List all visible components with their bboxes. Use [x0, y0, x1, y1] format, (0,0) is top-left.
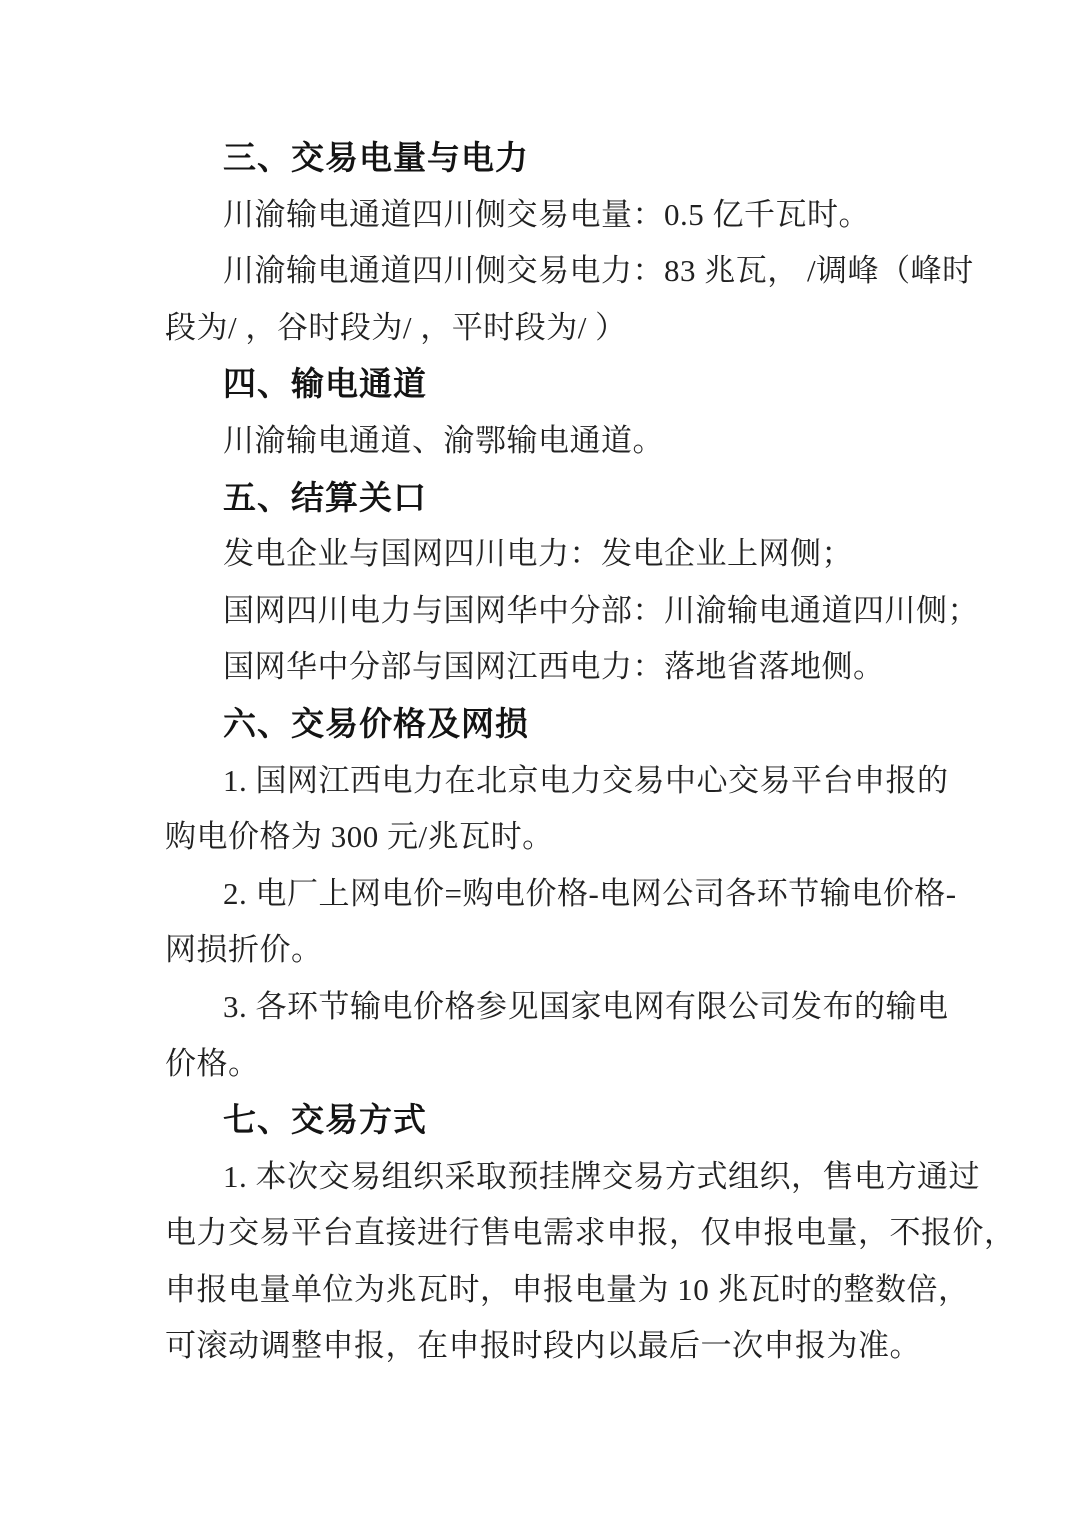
paragraph-line: 2. 电厂上网电价=购电价格-电网公司各环节输电价格-: [223, 875, 957, 911]
paragraph-line: 国网华中分部与国网江西电力：落地省落地侧。: [223, 649, 885, 685]
paragraph-line: 购电价格为 300 元/兆瓦时。: [165, 819, 554, 855]
paragraph-line: 申报电量单位为兆瓦时，申报电量为 10 兆瓦时的整数倍，: [165, 1271, 970, 1307]
section-heading: 五、结算关口: [223, 478, 427, 516]
paragraph-line: 国网四川电力与国网华中分部：川渝输电通道四川侧；: [223, 592, 979, 628]
paragraph-line: 网损折价。: [165, 932, 323, 968]
paragraph-line: 川渝输电通道四川侧交易电量：0.5 亿千瓦时。: [223, 196, 870, 232]
section-heading: 三、交易电量与电力: [223, 139, 529, 176]
paragraph-line: 1. 本次交易组织采取预挂牌交易方式组织，售电方通过: [223, 1158, 980, 1194]
paragraph-line: 发电企业与国网四川电力：发电企业上网侧；: [223, 536, 853, 572]
paragraph-line: 川渝输电通道四川侧交易电力：83 兆瓦， /调峰（峰时: [223, 253, 974, 289]
paragraph-line: 段为/ ，谷时段为/ ，平时段为/ ）: [165, 309, 627, 345]
section-heading: 六、交易价格及网损: [223, 704, 529, 742]
paragraph-line: 3. 各环节输电价格参见国家电网有限公司发布的输电: [223, 988, 949, 1024]
section-heading: 七、交易方式: [223, 1101, 427, 1139]
paragraph-line: 可滚动调整申报，在申报时段内以最后一次申报为准。: [165, 1328, 921, 1364]
document-content: [165, 130, 1016, 1375]
paragraph-line: 川渝输电通道、渝鄂输电通道。: [223, 422, 664, 458]
paragraph-line: 电力交易平台直接进行售电需求申报，仅申报电量，不报价，: [165, 1215, 1016, 1251]
paragraph-line: 1. 国网江西电力在北京电力交易中心交易平台申报的: [223, 762, 949, 798]
section-heading: 四、输电通道: [223, 365, 427, 403]
paragraph-line: 价格。: [165, 1045, 260, 1081]
